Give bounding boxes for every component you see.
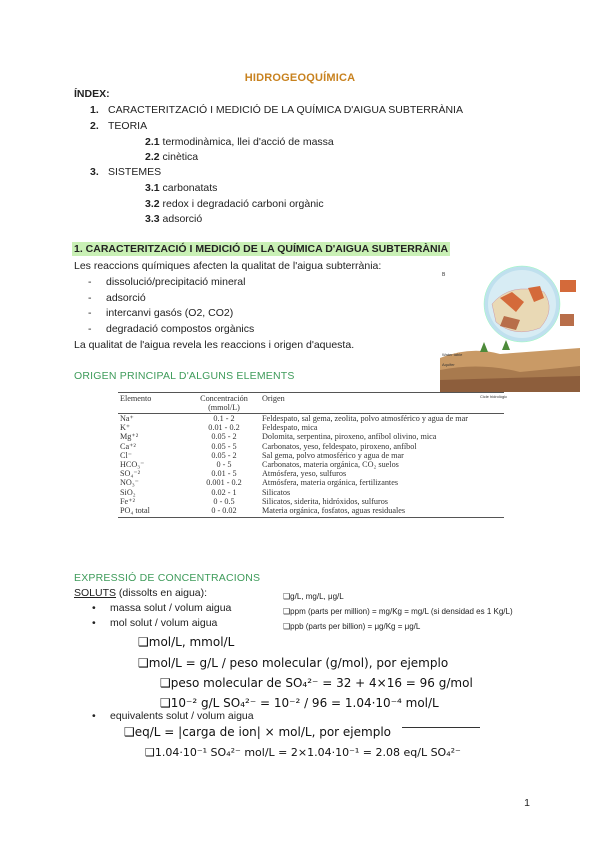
table-cell: 0.1 - 2 <box>213 414 235 423</box>
index-subitem <box>145 151 198 163</box>
hydrologic-cycle-figure <box>440 262 580 402</box>
table-cell: K⁺ <box>120 423 131 433</box>
table-cell: SO₄⁻² <box>120 469 141 479</box>
table-row <box>118 497 504 506</box>
unit-ref-line: ❑ppb (parts per billion) = μg/Kg = μg/L <box>283 622 421 631</box>
index-label: termodinàmica, llei d'acció de massa <box>162 136 334 148</box>
index-label: TEORIA <box>108 120 148 132</box>
table-cell: PO₄ total <box>118 506 188 518</box>
list-item: - dissolució/precipitació mineral <box>88 276 246 288</box>
svg-text:B: B <box>442 272 446 278</box>
table-cell: Fe⁺² <box>120 496 135 506</box>
index-number: 3. <box>90 166 99 178</box>
table-cell: Silicatos, siderita, hidróxidos, sulfuros <box>262 496 388 506</box>
table-row <box>118 460 504 469</box>
table-row <box>118 414 504 424</box>
soluts-line <box>74 587 207 599</box>
index-number: 3.1 <box>145 182 160 194</box>
intro-text: Les reaccions químiques afecten la qualitat de l'aigua subterrània: <box>74 260 382 272</box>
table-cell: Dolomita, serpentina, piroxeno, anfíbol olivino, mica <box>262 432 437 442</box>
svg-text:Aquifer: Aquifer <box>442 362 455 367</box>
table-cell: 0.001 - 0.2 <box>206 478 242 488</box>
svg-text:Water table: Water table <box>442 352 463 357</box>
index-number: 3.2 <box>145 198 160 210</box>
formula-line: ❑1.04·10⁻¹ SO₄²⁻ mol/L = 2×1.04·10⁻¹ = 2.08 eq/L SO₄²⁻ <box>145 746 461 759</box>
index-subitem <box>145 136 334 148</box>
closing-text: La qualitat de l'aigua revela les reaccions i origen d'aquesta. <box>74 339 355 351</box>
unit-ref-line: ❑ppm (parts per million) = mg/Kg = mg/L (si densidad es 1 Kg/L) <box>283 607 513 616</box>
soluts-rest: (dissolts en aigua): <box>116 587 208 599</box>
table-row <box>118 432 504 441</box>
list-item-text: intercanvi gasós (O2, CO2) <box>106 307 234 319</box>
list-item-text: mol solut / volum aigua <box>110 617 218 629</box>
index-label: adsorció <box>162 213 203 225</box>
index-item <box>90 166 161 178</box>
list-item: - adsorció <box>88 292 146 304</box>
table-row <box>118 478 504 487</box>
index-number: 2.2 <box>145 151 160 163</box>
origin-heading: ORIGEN PRINCIPAL D'ALGUNS ELEMENTS <box>74 370 295 382</box>
index-heading: ÍNDEX: <box>74 88 110 100</box>
table-cell: 0.05 - 2 <box>211 432 237 442</box>
index-subitem <box>145 198 324 210</box>
list-item-text: degradació compostos orgànics <box>106 323 255 335</box>
table-cell: 0.01 - 5 <box>211 469 237 479</box>
expression-heading: EXPRESSIÓ DE CONCENTRACIONS <box>74 572 261 584</box>
index-item <box>90 104 463 116</box>
table-cell: 0 - 0.5 <box>213 496 235 506</box>
table-cell: NO₃⁻ <box>120 478 140 488</box>
index-label: SISTEMES <box>108 166 162 178</box>
table-row <box>118 442 504 451</box>
index-number: 3.3 <box>145 213 160 225</box>
index-label: CARACTERITZACIÓ I MEDICIÓ DE LA QUÍMICA D'AIGUA SUBTERRÀNIA <box>108 104 463 116</box>
formula-line: ❑mol/L, mmol/L <box>138 635 235 649</box>
formula-line: ❑mol/L = g/L / peso molecular (g/mol), por ejemplo <box>138 656 449 670</box>
table-cell: 0.02 - 1 <box>211 487 237 497</box>
table-cell: Ca⁺² <box>120 441 136 451</box>
table-cell: 0.05 - 2 <box>211 450 237 460</box>
list-item: - intercanvi gasós (O2, CO2) <box>88 307 234 319</box>
list-item-text: massa solut / volum aigua <box>110 602 232 614</box>
figure-caption: Cicle hidrològic <box>480 394 508 399</box>
list-item-text: adsorció <box>106 292 146 304</box>
formula-line: ❑peso molecular de SO₄²⁻ = 32 + 4×16 = 96 g/mol <box>160 676 473 690</box>
table-row <box>118 423 504 432</box>
column-header: Elemento <box>118 393 188 414</box>
table-cell: 0 - 0.02 <box>188 506 260 518</box>
formula-line: ❑eq/L = |carga de ion| × mol/L, por ejemplo <box>124 725 392 739</box>
column-header: Origen <box>260 393 504 414</box>
page-title: HIDROGEOQUÍMICA <box>244 72 356 84</box>
index-number: 2.1 <box>145 136 160 148</box>
table-row <box>118 506 504 518</box>
table-cell: SiO₂ <box>120 487 136 497</box>
section-heading: 1. CARACTERITZACIÓ I MEDICIÓ DE LA QUÍMICA D'AIGUA SUBTERRÀNIA <box>74 243 449 255</box>
index-subitem <box>145 182 217 194</box>
soluts-label: SOLUTS <box>74 587 117 599</box>
table-row <box>118 451 504 460</box>
elements-table <box>118 392 504 518</box>
list-item-text: dissolució/precipitació mineral <box>106 276 246 288</box>
divider <box>402 727 480 728</box>
table-cell: Carbonatos, yeso, feldespato, piroxeno, anfíbol <box>262 441 417 451</box>
unit-ref-line: ❑g/L, mg/L, μg/L <box>283 592 344 601</box>
table-cell: Materia orgánica, fosfatos, aguas residuales <box>260 506 504 518</box>
column-header: Concentración (mmol/L) <box>188 393 260 414</box>
formula-line: ❑10⁻² g/L SO₄²⁻ = 10⁻² / 96 = 1.04·10⁻⁴ mol/L <box>160 696 439 710</box>
table-cell: Atmósfera, yeso, sulfuros <box>262 469 347 479</box>
index-subitem <box>145 213 202 225</box>
index-label: carbonatats <box>162 182 218 194</box>
table-cell: Feldespato, sal gema, zeolita, polvo atmosférico y agua de mar <box>262 414 468 423</box>
list-item: • equivalents solut / volum aigua <box>92 710 254 722</box>
table-cell: Silicatos <box>262 487 291 497</box>
table-row <box>118 469 504 478</box>
table-cell: Feldespato, mica <box>262 423 318 433</box>
index-label: cinètica <box>162 151 199 163</box>
table-cell: 0.01 - 0.2 <box>208 423 240 433</box>
table-cell: HCO₃⁻ <box>120 460 145 470</box>
table-cell: Na⁺ <box>120 414 134 423</box>
table-cell: Cl⁻ <box>120 450 133 460</box>
index-number: 2. <box>90 120 99 132</box>
page-number: 1 <box>524 797 530 809</box>
list-item-text: equivalents solut / volum aigua <box>110 710 254 722</box>
index-number: 1. <box>90 104 99 116</box>
index-label: redox i degradació carboni orgànic <box>162 198 324 210</box>
index-item <box>90 120 147 132</box>
table-cell: 0.05 - 5 <box>211 441 237 451</box>
list-item: • massa solut / volum aigua <box>92 602 232 614</box>
table-cell: 0 - 5 <box>216 460 232 470</box>
list-item: - degradació compostos orgànics <box>88 323 255 335</box>
table-cell: Carbonatos, materia orgánica, CO₂ suelos <box>262 460 399 470</box>
table-row <box>118 488 504 497</box>
table-cell: Sal gema, polvo atmosférico y agua de mar <box>262 450 404 460</box>
list-item: • mol solut / volum aigua <box>92 617 218 629</box>
table-cell: Mg⁺² <box>120 432 139 442</box>
table-cell: Atmósfera, materia orgánica, fertilizantes <box>262 478 399 488</box>
